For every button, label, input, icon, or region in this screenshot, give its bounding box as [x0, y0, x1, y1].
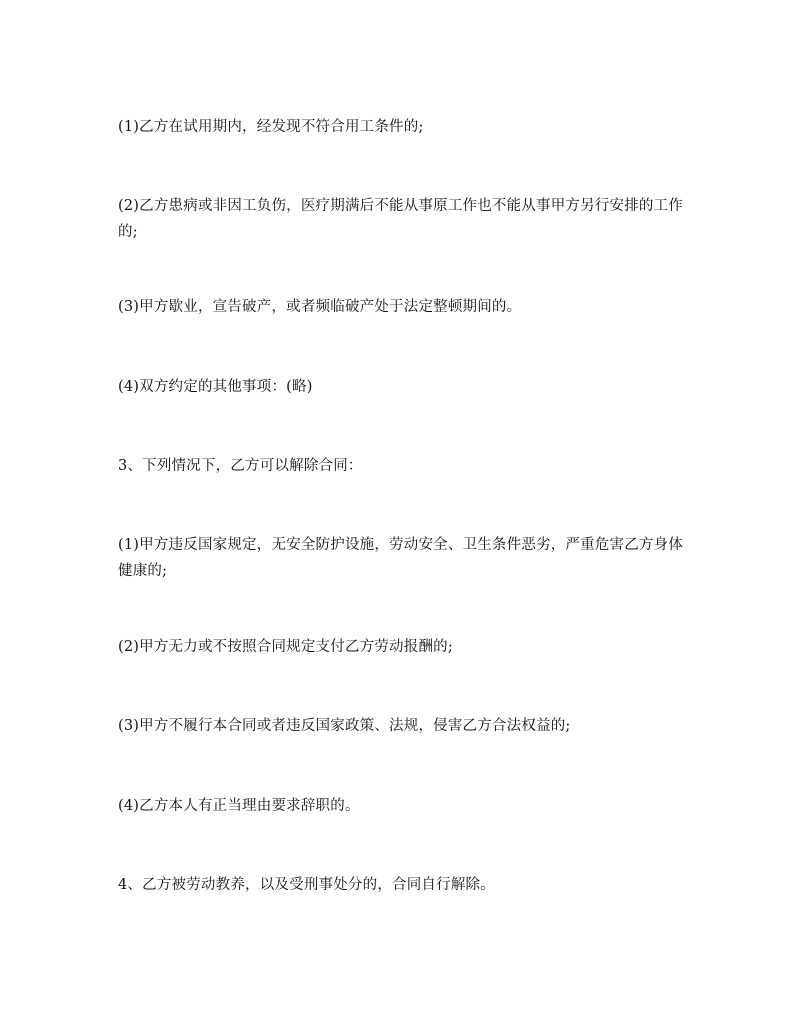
paragraph-employer-termination-illness: (2)乙方患病或非因工负伤，医疗期满后不能从事原工作也不能从事甲方另行安排的工作的; — [118, 198, 684, 240]
section-heading-employee-termination: 3、下列情况下，乙方可以解除合同： — [118, 458, 363, 474]
paragraph-employer-termination-probation: (1)乙方在试用期内，经发现不符合用工条件的; — [118, 119, 424, 135]
paragraph-employee-resignation: (4)乙方本人有正当理由要求辞职的。 — [118, 798, 360, 814]
paragraph-employee-termination-pay: (2)甲方无力或不按照合同规定支付乙方劳动报酬的; — [118, 639, 453, 655]
paragraph-employer-termination-bankruptcy: (3)甲方歇业，宣告破产，或者频临破产处于法定整顿期间的。 — [118, 299, 522, 315]
paragraph-other-agreed-matters: (4)双方约定的其他事项：(略) — [118, 379, 313, 395]
paragraph-employee-termination-breach: (3)甲方不履行本合同或者违反国家政策、法规，侵害乙方合法权益的; — [118, 718, 571, 734]
section-automatic-termination: 4、乙方被劳动教养，以及受刑事处分的，合同自行解除。 — [118, 877, 495, 893]
paragraph-employee-termination-safety: (1)甲方违反国家规定，无安全防护设施，劳动安全、卫生条件恶劣，严重危害乙方身体健康的; — [118, 537, 684, 579]
